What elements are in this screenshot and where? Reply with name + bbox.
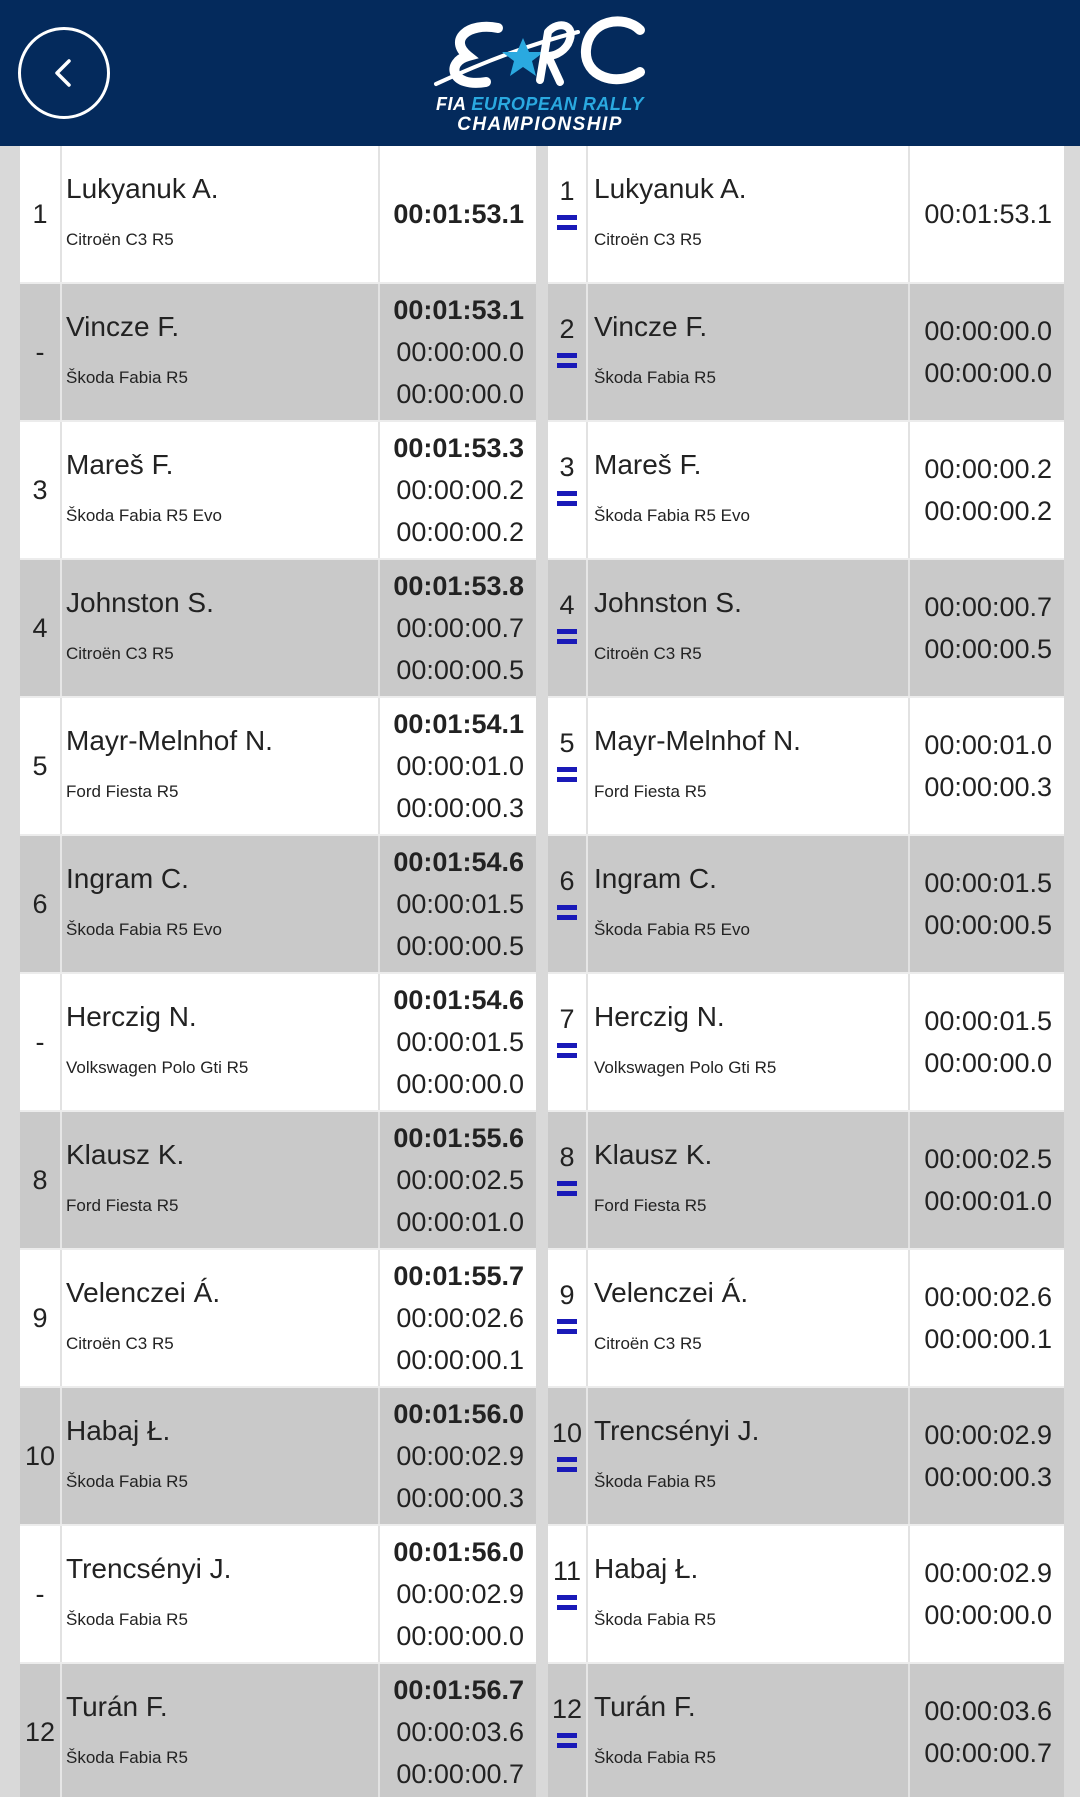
gap-to-leader: 00:00:01.0 xyxy=(924,730,1052,760)
car-model: Volkswagen Polo Gti R5 xyxy=(594,1058,777,1077)
gap-to-leader: 00:00:00.2 xyxy=(396,475,524,505)
stage-time: 00:01:53.3 xyxy=(393,433,524,463)
gap-to-previous: 00:00:00.5 xyxy=(396,655,524,685)
driver-cell xyxy=(62,422,380,558)
equal-icon xyxy=(557,215,577,231)
gap-to-previous: 00:00:00.0 xyxy=(396,1069,524,1099)
time-cell xyxy=(380,284,536,420)
driver-name: Johnston S. xyxy=(66,587,214,618)
time-cell xyxy=(380,836,536,972)
position-cell xyxy=(548,1664,588,1797)
time-cell xyxy=(910,560,1064,696)
driver-name: Johnston S. xyxy=(594,587,742,618)
table-row[interactable] xyxy=(20,1250,536,1388)
gap-to-previous: 00:00:00.5 xyxy=(396,931,524,961)
driver-cell xyxy=(62,698,380,834)
driver-cell xyxy=(62,1250,380,1386)
driver-cell xyxy=(62,1664,380,1797)
driver-cell xyxy=(590,1112,910,1248)
equal-icon xyxy=(557,1319,577,1335)
logo-line1: FIA EUROPEAN RALLY xyxy=(435,94,645,114)
position-number: 11 xyxy=(552,1556,582,1586)
time-cell xyxy=(380,146,536,282)
driver-name: Mayr-Melnhof N. xyxy=(66,725,273,756)
position-number: 12 xyxy=(551,1694,583,1724)
driver-cell xyxy=(62,1526,380,1662)
car-model: Škoda Fabia R5 Evo xyxy=(66,506,222,525)
time-cell xyxy=(910,836,1064,972)
gap-to-leader: 00:00:00.0 xyxy=(396,337,524,367)
stage-time: 00:01:54.6 xyxy=(393,847,524,877)
gap-to-leader: 00:00:01.0 xyxy=(396,751,524,781)
time-cell xyxy=(380,1250,536,1386)
driver-cell xyxy=(62,560,380,696)
gap-to-previous: 00:00:00.0 xyxy=(924,1600,1052,1630)
position-cell xyxy=(548,422,588,558)
car-model: Škoda Fabia R5 xyxy=(66,1610,188,1629)
car-model: Škoda Fabia R5 xyxy=(66,1748,188,1767)
table-row[interactable] xyxy=(548,836,1064,974)
gap-to-leader: 00:00:00.7 xyxy=(396,613,524,643)
position-cell xyxy=(548,1388,588,1524)
position-cell: 10 xyxy=(20,1388,62,1524)
driver-name: Lukyanuk A. xyxy=(594,173,747,204)
time-cell xyxy=(910,1664,1064,1797)
equal-icon xyxy=(557,1043,577,1059)
table-row[interactable] xyxy=(548,422,1064,560)
car-model: Ford Fiesta R5 xyxy=(594,782,707,801)
stage-time: 00:01:55.7 xyxy=(393,1261,524,1291)
driver-name: Vincze F. xyxy=(66,311,180,342)
time-cell xyxy=(380,1664,536,1797)
driver-name: Ingram C. xyxy=(594,863,717,894)
driver-cell xyxy=(590,1388,910,1524)
gap-to-leader: 00:00:02.9 xyxy=(924,1420,1052,1450)
driver-cell xyxy=(62,1112,380,1248)
position-number: 2 xyxy=(559,314,575,344)
table-row[interactable] xyxy=(20,1526,536,1664)
driver-cell xyxy=(62,836,380,972)
gap-to-leader: 00:00:00.0 xyxy=(924,316,1052,346)
driver-name: Trencsényi J. xyxy=(594,1415,760,1446)
driver-cell xyxy=(62,1388,380,1524)
gap-to-previous: 00:00:00.3 xyxy=(924,1462,1052,1492)
position-cell: 9 xyxy=(20,1250,62,1386)
position-cell xyxy=(548,284,588,420)
driver-cell xyxy=(62,284,380,420)
table-row[interactable] xyxy=(548,974,1064,1112)
car-model: Volkswagen Polo Gti R5 xyxy=(66,1058,249,1077)
driver-cell xyxy=(62,146,380,282)
stage-time: 00:01:54.6 xyxy=(393,985,524,1015)
position-number: 7 xyxy=(559,1004,575,1034)
driver-cell xyxy=(590,974,910,1110)
stage-time: 00:01:54.1 xyxy=(393,709,524,739)
driver-name: Velenczei Á. xyxy=(66,1277,221,1308)
position-cell: - xyxy=(20,974,62,1110)
table-row[interactable] xyxy=(548,284,1064,422)
logo-line2: CHAMPIONSHIP xyxy=(457,114,623,135)
position-cell: - xyxy=(20,284,62,420)
equal-icon xyxy=(557,1733,577,1749)
car-model: Škoda Fabia R5 Evo xyxy=(594,506,750,525)
position-cell xyxy=(548,698,588,834)
position-cell xyxy=(548,1526,588,1662)
position-cell xyxy=(548,1112,588,1248)
gap-to-leader: 00:00:02.9 xyxy=(396,1579,524,1609)
position-cell xyxy=(548,1250,588,1386)
equal-icon xyxy=(557,353,577,369)
erc-logo-mark xyxy=(428,10,652,100)
gap-to-previous: 00:00:00.3 xyxy=(396,1483,524,1513)
position-cell: - xyxy=(20,1526,62,1662)
table-row[interactable] xyxy=(548,1388,1064,1526)
car-model: Citroën C3 R5 xyxy=(594,1334,702,1353)
time-cell xyxy=(910,146,1064,282)
time-cell xyxy=(380,422,536,558)
table-row[interactable] xyxy=(20,698,536,836)
car-model: Škoda Fabia R5 Evo xyxy=(594,920,750,939)
equal-icon xyxy=(557,1595,577,1611)
stage-time: 00:01:56.0 xyxy=(393,1399,524,1429)
results-table xyxy=(0,146,1080,1797)
gap-to-leader: 00:00:01.5 xyxy=(924,868,1052,898)
time-cell xyxy=(380,560,536,696)
equal-icon xyxy=(557,491,577,507)
car-model: Škoda Fabia R5 xyxy=(594,1748,716,1767)
position-cell: 5 xyxy=(20,698,62,834)
gap-to-leader: 00:00:00.7 xyxy=(924,592,1052,622)
position-cell: 8 xyxy=(20,1112,62,1248)
position-number: 8 xyxy=(559,1142,575,1172)
position-cell: 1 xyxy=(20,146,62,282)
table-row[interactable] xyxy=(20,1388,536,1526)
gap-to-previous: 00:00:00.7 xyxy=(396,1759,524,1789)
position-cell xyxy=(548,146,588,282)
car-model: Citroën C3 R5 xyxy=(66,1334,174,1353)
gap-to-leader: 00:00:02.6 xyxy=(924,1282,1052,1312)
car-model: Škoda Fabia R5 xyxy=(66,1472,188,1491)
gap-to-previous: 00:00:00.5 xyxy=(924,910,1052,940)
driver-cell xyxy=(590,1526,910,1662)
driver-name: Turán F. xyxy=(66,1691,168,1722)
driver-name: Klausz K. xyxy=(594,1139,713,1170)
gap-to-previous: 00:00:00.0 xyxy=(396,379,524,409)
position-cell: 4 xyxy=(20,560,62,696)
table-row[interactable] xyxy=(20,1112,536,1250)
driver-cell xyxy=(590,698,910,834)
car-model: Škoda Fabia R5 xyxy=(594,368,716,387)
table-row[interactable] xyxy=(20,560,536,698)
driver-name: Turán F. xyxy=(594,1691,696,1722)
car-model: Škoda Fabia R5 xyxy=(594,1610,716,1629)
position-cell xyxy=(548,836,588,972)
driver-name: Mareš F. xyxy=(594,449,702,480)
back-button[interactable] xyxy=(18,27,110,119)
driver-name: Habaj Ł. xyxy=(66,1415,171,1446)
gap-to-leader: 00:00:02.9 xyxy=(924,1558,1052,1588)
position-number: 4 xyxy=(559,590,575,620)
driver-name: Mareš F. xyxy=(66,449,174,480)
driver-cell xyxy=(590,560,910,696)
stage-time: 00:01:56.7 xyxy=(393,1675,524,1705)
equal-icon xyxy=(557,1181,577,1197)
time-cell xyxy=(910,1112,1064,1248)
stage-time: 00:01:56.0 xyxy=(393,1537,524,1567)
gap-to-previous: 00:00:01.0 xyxy=(924,1186,1052,1216)
time-cell xyxy=(910,1250,1064,1386)
gap-to-previous: 00:00:00.2 xyxy=(396,517,524,547)
driver-cell xyxy=(590,1664,910,1797)
equal-icon xyxy=(557,629,577,645)
table-row[interactable] xyxy=(20,422,536,560)
car-model: Citroën C3 R5 xyxy=(66,644,174,663)
driver-cell xyxy=(590,836,910,972)
driver-name: Velenczei Á. xyxy=(594,1277,749,1308)
gap-to-previous: 00:00:00.7 xyxy=(924,1738,1052,1768)
driver-cell xyxy=(590,1250,910,1386)
position-number: 1 xyxy=(559,176,575,206)
time-cell xyxy=(910,284,1064,420)
position-cell xyxy=(548,560,588,696)
stage-time: 00:01:53.1 xyxy=(393,199,524,229)
driver-name: Herczig N. xyxy=(66,1001,197,1032)
gap-to-leader: 00:00:02.9 xyxy=(396,1441,524,1471)
car-model: Škoda Fabia R5 Evo xyxy=(66,920,222,939)
time-cell xyxy=(910,422,1064,558)
driver-cell xyxy=(590,284,910,420)
gap-to-previous: 00:00:00.5 xyxy=(924,634,1052,664)
overall-results-column xyxy=(548,146,1064,1797)
stage-time: 00:01:55.6 xyxy=(393,1123,524,1153)
gap-to-previous: 00:00:00.1 xyxy=(396,1345,524,1375)
gap-to-leader: 00:00:01.5 xyxy=(396,889,524,919)
stage-time: 00:01:53.8 xyxy=(393,571,524,601)
car-model: Ford Fiesta R5 xyxy=(66,1196,179,1215)
driver-name: Herczig N. xyxy=(594,1001,725,1032)
time-cell xyxy=(380,698,536,834)
position-number: 10 xyxy=(551,1418,583,1448)
gap-to-leader: 00:00:01.5 xyxy=(396,1027,524,1057)
gap-to-previous: 00:00:00.0 xyxy=(924,1048,1052,1078)
table-row[interactable] xyxy=(548,1664,1064,1797)
car-model: Citroën C3 R5 xyxy=(594,644,702,663)
gap-to-leader: 00:00:02.5 xyxy=(396,1165,524,1195)
erc-logo xyxy=(428,10,652,136)
gap-to-leader: 00:00:01.5 xyxy=(924,1006,1052,1036)
time-cell xyxy=(380,1526,536,1662)
table-row[interactable] xyxy=(548,1526,1064,1664)
driver-name: Trencsényi J. xyxy=(66,1553,232,1584)
table-row[interactable] xyxy=(20,836,536,974)
time-cell xyxy=(910,1526,1064,1662)
position-cell: 6 xyxy=(20,836,62,972)
time-cell xyxy=(380,974,536,1110)
position-cell: 12 xyxy=(20,1664,62,1797)
position-number: 9 xyxy=(559,1280,575,1310)
equal-icon xyxy=(557,905,577,921)
gap-to-previous: 00:00:00.1 xyxy=(924,1324,1052,1354)
gap-to-leader: 00:00:02.5 xyxy=(924,1144,1052,1174)
car-model: Ford Fiesta R5 xyxy=(66,782,179,801)
app-header xyxy=(0,0,1080,146)
time-cell xyxy=(380,1112,536,1248)
equal-icon xyxy=(557,767,577,783)
table-row[interactable] xyxy=(548,1112,1064,1250)
time-cell xyxy=(910,698,1064,834)
car-model: Citroën C3 R5 xyxy=(594,230,702,249)
table-row[interactable] xyxy=(20,1664,536,1797)
gap-to-leader: 00:00:00.2 xyxy=(924,454,1052,484)
car-model: Citroën C3 R5 xyxy=(66,230,174,249)
driver-cell xyxy=(62,974,380,1110)
time-cell xyxy=(910,974,1064,1110)
position-number: 6 xyxy=(559,866,575,896)
car-model: Ford Fiesta R5 xyxy=(594,1196,707,1215)
table-row[interactable] xyxy=(548,146,1064,284)
table-row[interactable] xyxy=(20,146,536,284)
table-row[interactable] xyxy=(548,1250,1064,1388)
driver-cell xyxy=(590,146,910,282)
driver-name: Habaj Ł. xyxy=(594,1553,699,1584)
car-model: Škoda Fabia R5 xyxy=(66,368,188,387)
driver-name: Vincze F. xyxy=(594,311,708,342)
driver-name: Klausz K. xyxy=(66,1139,185,1170)
table-row[interactable] xyxy=(548,698,1064,836)
position-number: 5 xyxy=(559,728,575,758)
gap-to-previous: 00:00:00.2 xyxy=(924,496,1052,526)
stage-results-column xyxy=(20,146,536,1797)
table-row[interactable] xyxy=(20,974,536,1112)
gap-to-previous: 00:00:00.0 xyxy=(396,1621,524,1651)
time-cell xyxy=(380,1388,536,1524)
driver-cell xyxy=(590,422,910,558)
car-model: Škoda Fabia R5 xyxy=(594,1472,716,1491)
gap-to-leader: 00:00:02.6 xyxy=(396,1303,524,1333)
table-row[interactable] xyxy=(20,284,536,422)
driver-name: Mayr-Melnhof N. xyxy=(594,725,801,756)
equal-icon xyxy=(557,1457,577,1473)
time-cell xyxy=(910,1388,1064,1524)
position-cell: 3 xyxy=(20,422,62,558)
gap-to-leader: 00:00:03.6 xyxy=(924,1696,1052,1726)
driver-name: Lukyanuk A. xyxy=(66,173,219,204)
position-number: 3 xyxy=(559,452,575,482)
gap-to-previous: 00:00:00.0 xyxy=(924,358,1052,388)
stage-time: 00:01:53.1 xyxy=(393,295,524,325)
gap-to-leader: 00:00:03.6 xyxy=(396,1717,524,1747)
gap-to-previous: 00:00:00.3 xyxy=(924,772,1052,802)
gap-to-previous: 00:00:00.3 xyxy=(396,793,524,823)
chevron-left-icon xyxy=(44,53,84,93)
driver-name: Ingram C. xyxy=(66,863,189,894)
position-cell xyxy=(548,974,588,1110)
table-row[interactable] xyxy=(548,560,1064,698)
gap-to-previous: 00:00:01.0 xyxy=(396,1207,524,1237)
gap-to-leader: 00:01:53.1 xyxy=(924,199,1052,229)
